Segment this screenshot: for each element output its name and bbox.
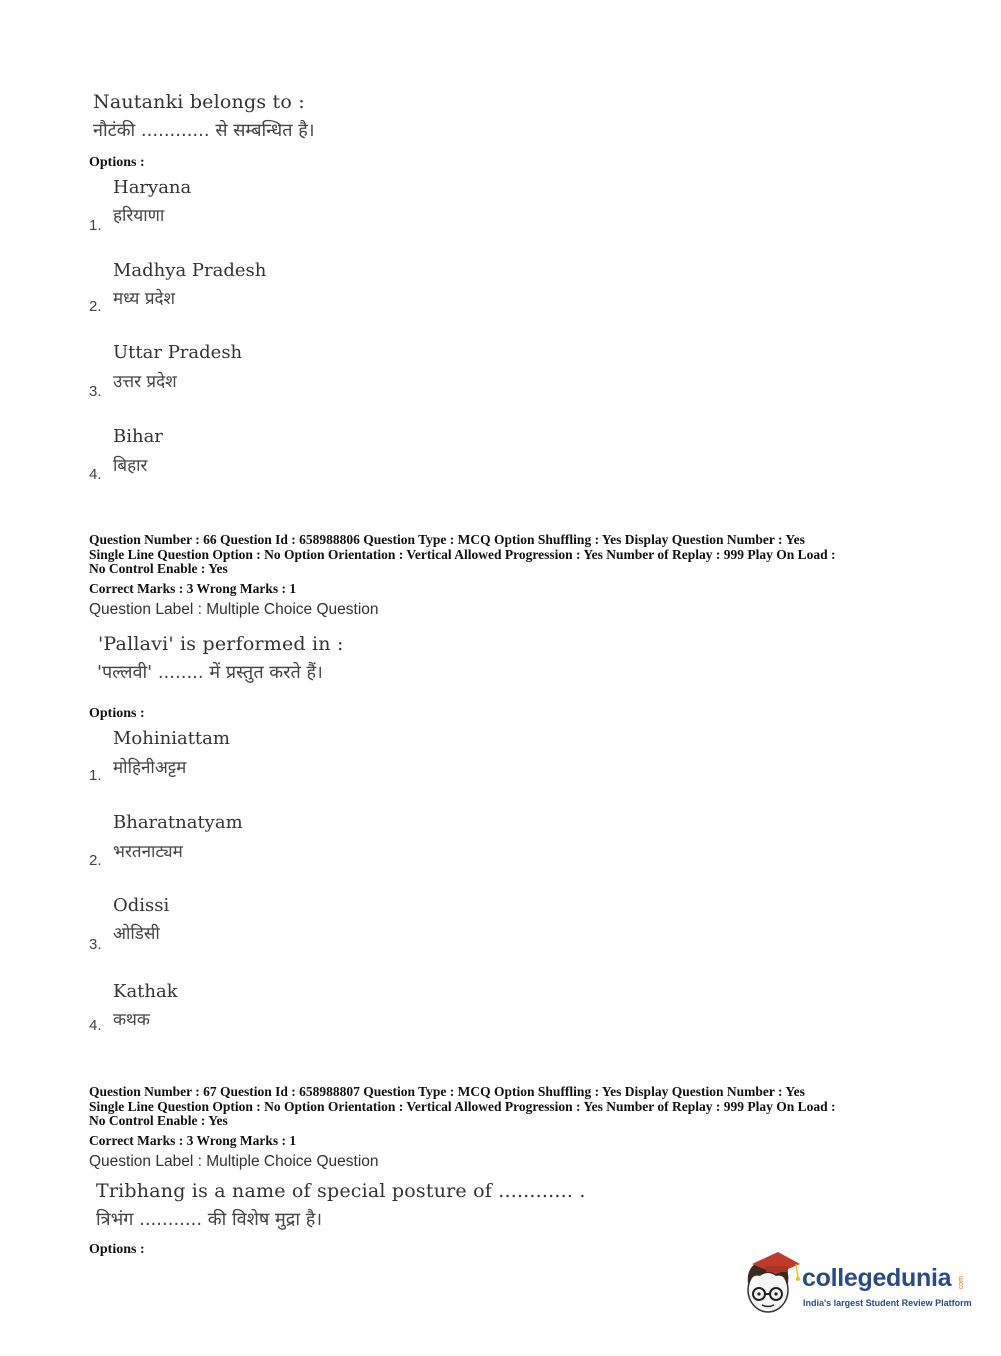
option-3-text-hi: ओडिसी bbox=[113, 924, 160, 944]
question-66-label: Question Label : Multiple Choice Question bbox=[89, 601, 379, 618]
option-1-text-en: Haryana bbox=[113, 177, 192, 198]
meta-line: Question Number : 66 Question Id : 658988806 Question Type : MCQ Option Shuffling : Yes Display Question Number : Yes bbox=[89, 532, 805, 547]
logo-tagline: India's largest Student Review Platform bbox=[803, 1298, 972, 1308]
option-4-text-en: Bihar bbox=[113, 426, 163, 447]
option-4-text-hi: बिहार bbox=[113, 456, 148, 476]
question-65-text-en: Nautanki belongs to : bbox=[93, 91, 305, 113]
option-2-text-en: Bharatnatyam bbox=[113, 812, 243, 833]
question-67-marks: Correct Marks : 3 Wrong Marks : 1 bbox=[89, 1133, 297, 1148]
meta-line: No Control Enable : Yes bbox=[89, 561, 228, 576]
logo-com-suffix: .com bbox=[958, 1276, 965, 1292]
option-4-number: 4. bbox=[89, 1017, 102, 1034]
option-3-number: 3. bbox=[89, 936, 102, 953]
question-65-text-hi: नौटंकी ............ से सम्बन्धित है। bbox=[93, 120, 315, 141]
question-66-marks: Correct Marks : 3 Wrong Marks : 1 bbox=[89, 581, 297, 596]
meta-line: Single Line Question Option : No Option Orientation : Vertical Allowed Progression : Yes Number of Replay : 999 Play On Load : bbox=[89, 1098, 836, 1114]
logo-wordmark: collegedunia bbox=[802, 1264, 952, 1292]
option-4-number: 4. bbox=[89, 466, 102, 483]
option-1-number: 1. bbox=[89, 217, 102, 234]
option-1-number: 1. bbox=[89, 767, 102, 784]
question-67-text-en: Tribhang is a name of special posture of ............ . bbox=[96, 1180, 586, 1202]
option-2-number: 2. bbox=[89, 852, 102, 869]
option-2-number: 2. bbox=[89, 298, 102, 315]
options-label: Options : bbox=[89, 706, 145, 721]
option-1-text-hi: हरियाणा bbox=[113, 206, 165, 226]
question-66-meta bbox=[89, 533, 836, 577]
option-4-text-en: Kathak bbox=[113, 981, 178, 1002]
question-66-text-en: 'Pallavi' is performed in : bbox=[98, 633, 344, 655]
mascot-icon bbox=[740, 1250, 802, 1316]
meta-line: Question Number : 67 Question Id : 658988807 Question Type : MCQ Option Shuffling : Yes Display Question Number : Yes bbox=[89, 1084, 805, 1099]
option-2-text-en: Madhya Pradesh bbox=[113, 260, 267, 281]
option-2-text-hi: भरतनाट्यम bbox=[113, 842, 183, 862]
option-4-text-hi: कथक bbox=[113, 1010, 150, 1030]
question-67-text-hi: त्रिभंग ........... की विशेष मुद्रा है। bbox=[96, 1209, 323, 1230]
question-66-text-hi: 'पल्लवी' ........ में प्रस्तुत करते हैं। bbox=[97, 662, 323, 683]
meta-line: No Control Enable : Yes bbox=[89, 1113, 228, 1128]
question-67-label: Question Label : Multiple Choice Question bbox=[89, 1153, 379, 1170]
option-3-number: 3. bbox=[89, 383, 102, 400]
meta-line: Single Line Question Option : No Option Orientation : Vertical Allowed Progression : Yes Number of Replay : 999 Play On Load : bbox=[89, 546, 836, 562]
option-1-text-en: Mohiniattam bbox=[113, 728, 230, 749]
option-3-text-en: Uttar Pradesh bbox=[113, 342, 243, 363]
option-2-text-hi: मध्य प्रदेश bbox=[113, 289, 176, 309]
question-67-meta bbox=[89, 1085, 836, 1129]
options-label: Options : bbox=[89, 1242, 145, 1257]
options-label: Options : bbox=[89, 155, 145, 170]
option-3-text-hi: उत्तर प्रदेश bbox=[113, 372, 177, 392]
option-3-text-en: Odissi bbox=[113, 895, 170, 916]
option-1-text-hi: मोहिनीअट्टम bbox=[113, 758, 187, 778]
collegedunia-logo[interactable] bbox=[740, 1250, 970, 1320]
